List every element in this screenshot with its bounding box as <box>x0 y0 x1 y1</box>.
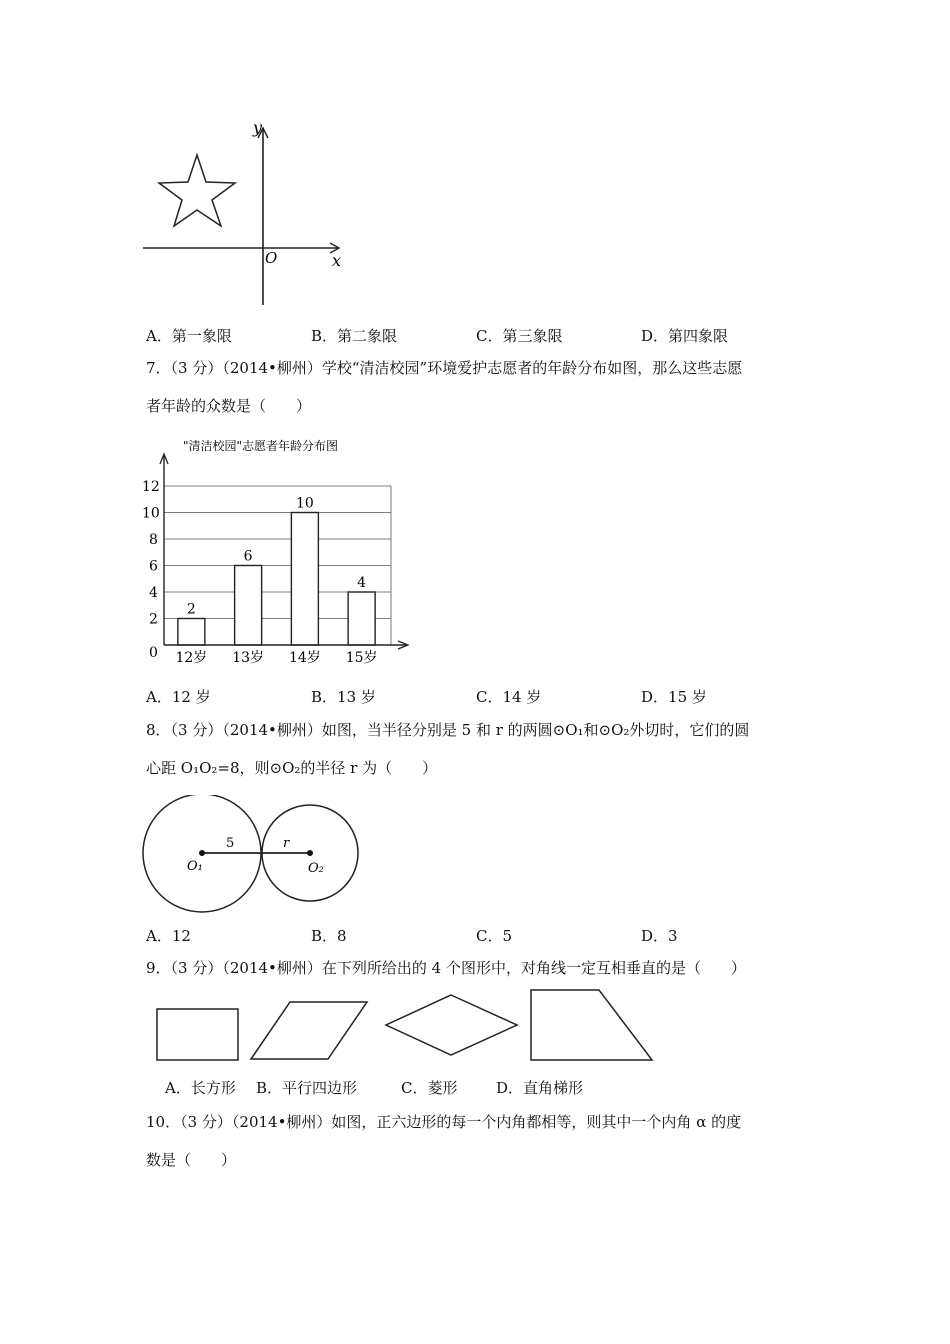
q9-stem-line1: 9．（3 分）（2014•柳州）在下列所给出的 4 个图形中，对角线一定互相垂直的是（ ） <box>146 959 746 977</box>
y-tick-label: 2 <box>149 611 158 628</box>
q9-shapes-figure <box>150 985 660 1065</box>
bar-15岁 <box>348 592 375 645</box>
q6-option-b[interactable]: B．第二象限 <box>311 327 398 345</box>
o2-label: O₂ <box>308 861 324 876</box>
y-tick-label: 6 <box>149 558 158 575</box>
y-tick-label: 0 <box>149 645 158 661</box>
x-axis-label: x <box>332 251 342 270</box>
right-trapezoid-shape <box>531 990 652 1060</box>
y-tick-label: 4 <box>149 585 158 601</box>
q10-stem-line1: 10．（3 分）（2014•柳州）如图，正六边形的每一个内角都相等，则其中一个内角 α 的度 <box>146 1113 742 1131</box>
rectangle-shape <box>157 1009 238 1060</box>
q7-stem-line1: 7．（3 分）（2014•柳州）学校“清洁校园”环境爱护志愿者的年龄分布如图，那么这些志愿 <box>146 359 743 377</box>
origin-label: O <box>265 249 278 267</box>
q7-bar-chart <box>140 430 420 670</box>
rhombus-shape <box>386 995 517 1055</box>
q9-option-d[interactable]: D．直角梯形 <box>496 1079 584 1097</box>
q8-stem-line1: 8．（3 分）（2014•柳州）如图，当半径分别是 5 和 r 的两圆⊙O₁和⊙O₂外切时，它们的圆 <box>146 721 750 739</box>
q6-option-c[interactable]: C．第三象限 <box>476 327 563 345</box>
radius-5-label: 5 <box>226 836 235 851</box>
q6-coordinate-figure <box>140 115 355 310</box>
bar-data-label: 4 <box>357 575 367 591</box>
x-tick-label: 14岁 <box>288 650 321 666</box>
q8-option-d[interactable]: D．3 <box>641 927 678 945</box>
q8-tangent-circles-figure <box>140 795 365 920</box>
q9-option-c[interactable]: C．菱形 <box>401 1079 458 1097</box>
y-tick-label: 10 <box>142 505 160 522</box>
q7-stem-line2: 者年龄的众数是（ ） <box>146 397 312 415</box>
q8-option-a[interactable]: A．12 <box>146 927 191 945</box>
q9-option-a[interactable]: A．长方形 <box>165 1079 236 1097</box>
bar-14岁 <box>291 513 318 646</box>
bar-data-label: 2 <box>186 601 196 618</box>
bar-data-label: 10 <box>295 495 314 512</box>
x-tick-label: 12岁 <box>175 650 208 666</box>
bar-12岁 <box>178 619 205 646</box>
q6-option-d[interactable]: D．第四象限 <box>641 327 729 345</box>
q8-option-b[interactable]: B．8 <box>311 927 347 945</box>
y-tick-label: 12 <box>142 479 160 495</box>
bar-13岁 <box>235 566 262 646</box>
x-tick-label: 15岁 <box>345 650 378 666</box>
o1-label: O₁ <box>187 859 203 874</box>
center-o2-dot <box>307 850 313 856</box>
q10-stem-line2: 数是（ ） <box>146 1151 237 1169</box>
center-o1-dot <box>199 850 205 856</box>
y-tick-label: 8 <box>149 532 158 548</box>
x-tick-label: 13岁 <box>232 650 265 666</box>
q8-stem-line2: 心距 O₁O₂=8，则⊙O₂的半径 r 为（ ） <box>146 759 438 777</box>
q6-option-a[interactable]: A．第一象限 <box>146 327 232 345</box>
q7-option-a[interactable]: A．12 岁 <box>146 688 211 706</box>
q7-option-d[interactable]: D．15 岁 <box>641 688 707 706</box>
bar-data-label: 6 <box>243 548 253 565</box>
radius-r-label: r <box>283 836 290 851</box>
y-axis-label: y <box>253 118 263 137</box>
star-shape <box>159 155 235 226</box>
q9-option-b[interactable]: B．平行四边形 <box>256 1079 358 1097</box>
chart-title: "清洁校园"志愿者年龄分布图 <box>183 439 339 453</box>
q7-option-c[interactable]: C．14 岁 <box>476 688 542 706</box>
parallelogram-shape <box>251 1002 367 1059</box>
q8-option-c[interactable]: C．5 <box>476 927 513 945</box>
q7-option-b[interactable]: B．13 岁 <box>311 688 376 706</box>
